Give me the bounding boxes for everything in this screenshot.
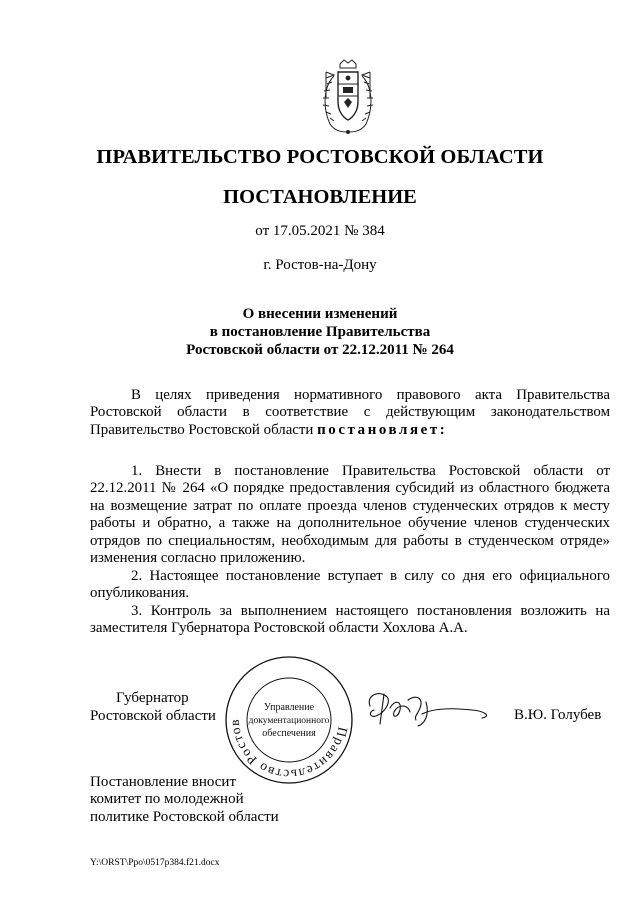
subject-line: О внесении изменений — [242, 306, 398, 322]
introduced-by-line: политике Ростовской области — [90, 808, 279, 825]
introduced-by-note — [90, 774, 279, 826]
document-city: г. Ростов-на-Дону — [263, 257, 377, 273]
official-stamp — [223, 654, 355, 786]
item-2-paragraph: 2. Настоящее постановление вступает в силу со дня его официального опубликования. — [90, 568, 610, 602]
coat-of-arms-emblem — [316, 58, 380, 136]
signer-name: В.Ю. Голубев — [514, 707, 602, 723]
stamp-center-line: Управление — [263, 702, 315, 713]
file-path-footer: Y:\ORST\Ppo\0517p384.f21.docx — [90, 858, 220, 868]
subject-line: в постановление Правительства — [209, 324, 431, 340]
stamp-center-line: обеспечения — [262, 728, 316, 739]
document-subject — [0, 305, 640, 359]
government-title: ПРАВИТЕЛЬСТВО РОСТОВСКОЙ ОБЛАСТИ — [96, 146, 544, 168]
intro-text: В целях приведения нормативного правового акта Правительства Ростовской области в соответствие с действующим законодательством Правительство Ростовской области — [90, 387, 610, 438]
introduced-by-line: комитет по молодежной — [90, 791, 244, 808]
round-stamp-icon — [223, 654, 355, 786]
subject-line: Ростовской области от 22.12.2011 № 264 — [186, 342, 454, 358]
stamp-center-line: документационного — [248, 716, 330, 726]
item-3-paragraph: 3. Контроль за выполнением настоящего постановления возложить на заместителя Губернатора Ростовской области Хохлова А.А. — [90, 603, 610, 637]
document-date-number: от 17.05.2021 № 384 — [255, 223, 385, 239]
stamp-ring-text: Правительство Ростов — [226, 718, 351, 783]
coat-of-arms-icon — [316, 58, 380, 136]
item-1-paragraph: 1. Внести в постановление Правительства Ростовской области от 22.12.2011 № 264 «О порядке предоставления субсидий из областного бюджета на возмещение затрат по оплате проезда членов студенческих отрядов к месту работы и обратно, а также на дополнительное обучение членов студенческих отрядов по специальностям, необходимым для работы в студенческом отряде» изменения согласно приложению. — [90, 463, 610, 567]
signature-icon — [364, 686, 494, 732]
signatory-title — [90, 689, 216, 725]
signatory-title-line: Губернатор — [116, 690, 189, 706]
document-type-title: ПОСТАНОВЛЕНИЕ — [223, 186, 417, 208]
handwritten-signature — [364, 686, 494, 732]
intro-paragraph — [90, 387, 610, 439]
decree-word: постановляет: — [317, 421, 448, 438]
signatory-title-line: Ростовской области — [90, 708, 216, 724]
introduced-by-line: Постановление вносит — [90, 774, 237, 790]
